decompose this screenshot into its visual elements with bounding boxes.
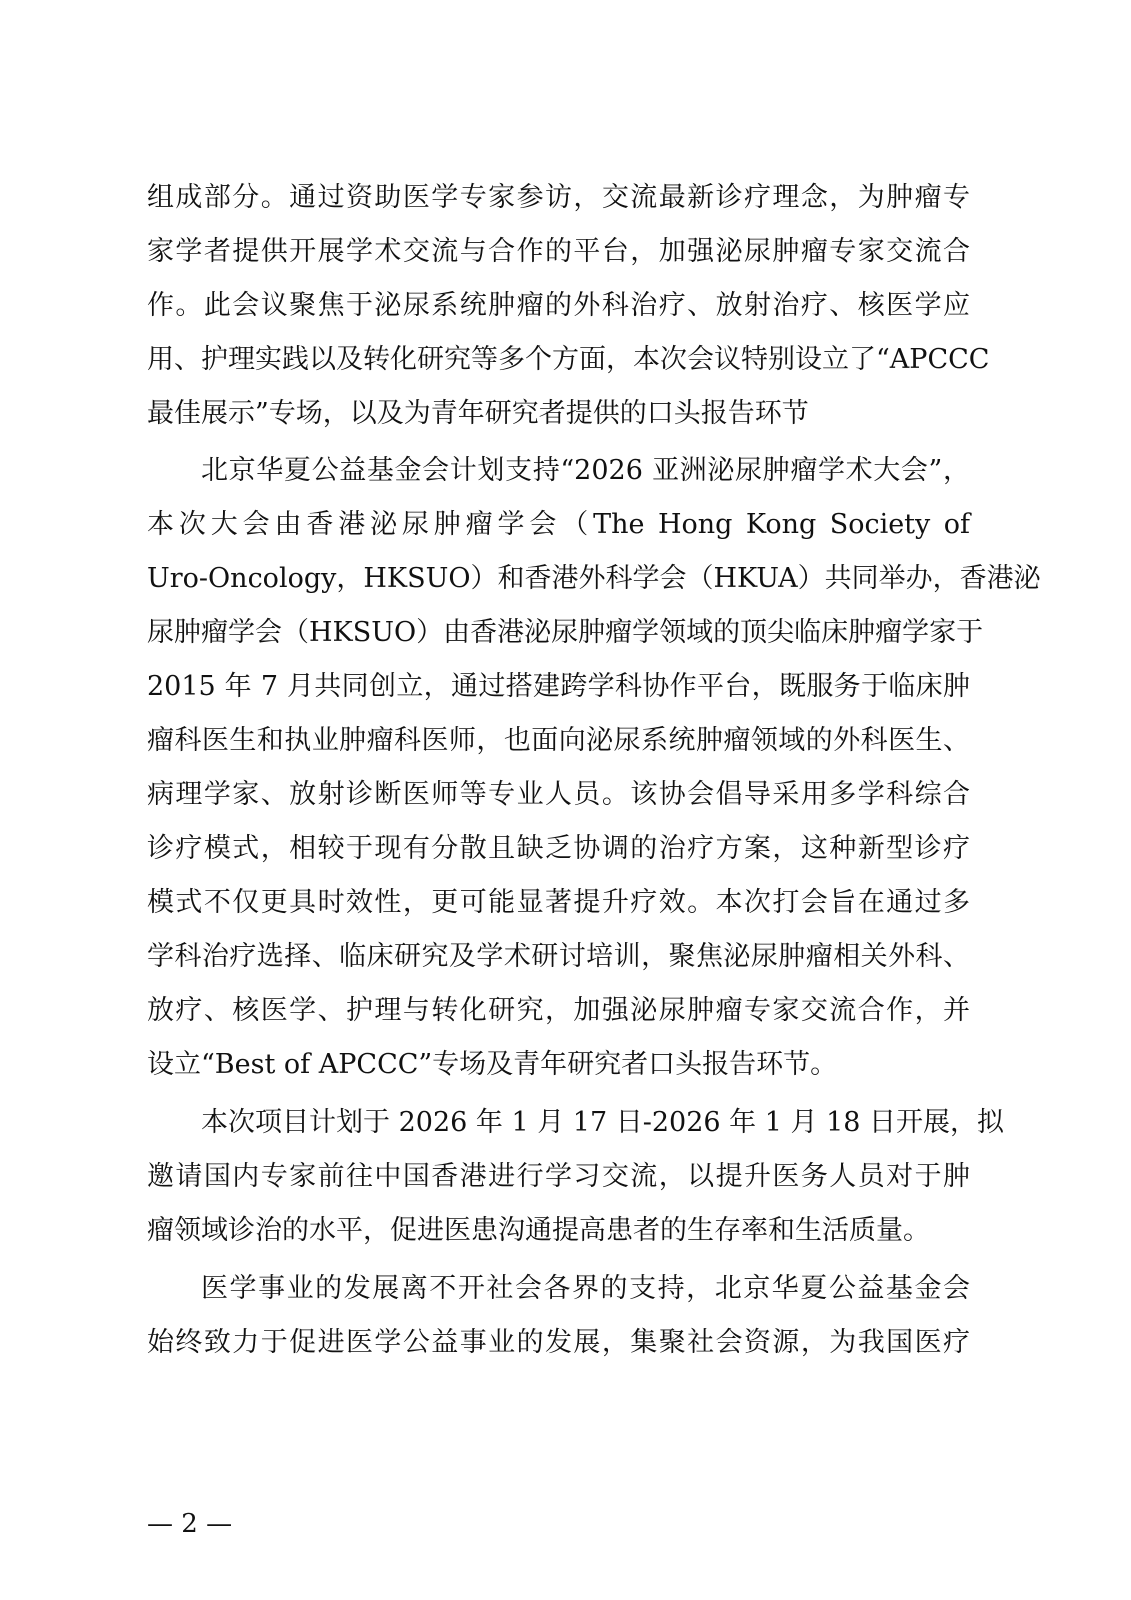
text-line: 本次项目计划于 2026 年 1 月 17 日-2026 年 1 月 18 日开展，拟 xyxy=(201,1107,1005,1138)
text-line: Uro-Oncology，HKSUO）和香港外科学会（HKUA）共同举办，香港泌 xyxy=(147,563,1041,594)
text-line: 2015 年 7 月共同创立，通过搭建跨学科协作平台，既服务于临床肿 xyxy=(147,671,970,702)
text-line: 组成部分。通过资助医学专家参访，交流最新诊疗理念，为肿瘤专 xyxy=(147,182,970,213)
text-line: 北京华夏公益基金会计划支持“2026 亚洲泌尿肿瘤学术大会”， xyxy=(201,455,970,486)
text-line: 本次大会由香港泌尿肿瘤学会（The Hong Kong Society of xyxy=(147,509,970,540)
text-line: 尿肿瘤学会（HKSUO）由香港泌尿肿瘤学领域的顶尖临床肿瘤学家于 xyxy=(147,617,984,648)
text-line: 学科治疗选择、临床研究及学术研讨培训，聚焦泌尿肿瘤相关外科、 xyxy=(147,941,970,972)
text-line: 始终致力于促进医学公益事业的发展，集聚社会资源，为我国医疗 xyxy=(147,1327,970,1358)
text-line: 家学者提供开展学术交流与合作的平台，加强泌尿肿瘤专家交流合 xyxy=(147,236,970,267)
text-line: 瘤领域诊治的水平，促进医患沟通提高患者的生存率和生活质量。 xyxy=(147,1215,930,1246)
text-line: 模式不仅更具时效性，更可能显著提升疗效。本次打会旨在通过多 xyxy=(147,887,970,918)
text-line: 放疗、核医学、护理与转化研究，加强泌尿肿瘤专家交流合作，并 xyxy=(147,995,970,1026)
text-line: 瘤科医生和执业肿瘤科医师，也面向泌尿系统肿瘤领域的外科医生、 xyxy=(147,725,970,756)
text-line: 医学事业的发展离不开社会各界的支持，北京华夏公益基金会 xyxy=(201,1273,970,1304)
text-line: 病理学家、放射诊断医师等专业人员。该协会倡导采用多学科综合 xyxy=(147,779,970,810)
text-line: 用、护理实践以及转化研究等多个方面，本次会议特别设立了“APCCC xyxy=(147,344,990,375)
text-line: 邀请国内专家前往中国香港进行学习交流，以提升医务人员对于肿 xyxy=(147,1161,970,1192)
text-line: 作。此会议聚焦于泌尿系统肿瘤的外科治疗、放射治疗、核医学应 xyxy=(147,290,970,321)
text-line: 诊疗模式，相较于现有分散且缺乏协调的治疗方案，这种新型诊疗 xyxy=(147,833,970,864)
text-line: 最佳展示”专场，以及为青年研究者提供的口头报告环节 xyxy=(147,398,809,429)
page-number: — 2 — xyxy=(147,1509,233,1539)
text-line: 设立“Best of APCCC”专场及青年研究者口头报告环节。 xyxy=(147,1049,838,1080)
